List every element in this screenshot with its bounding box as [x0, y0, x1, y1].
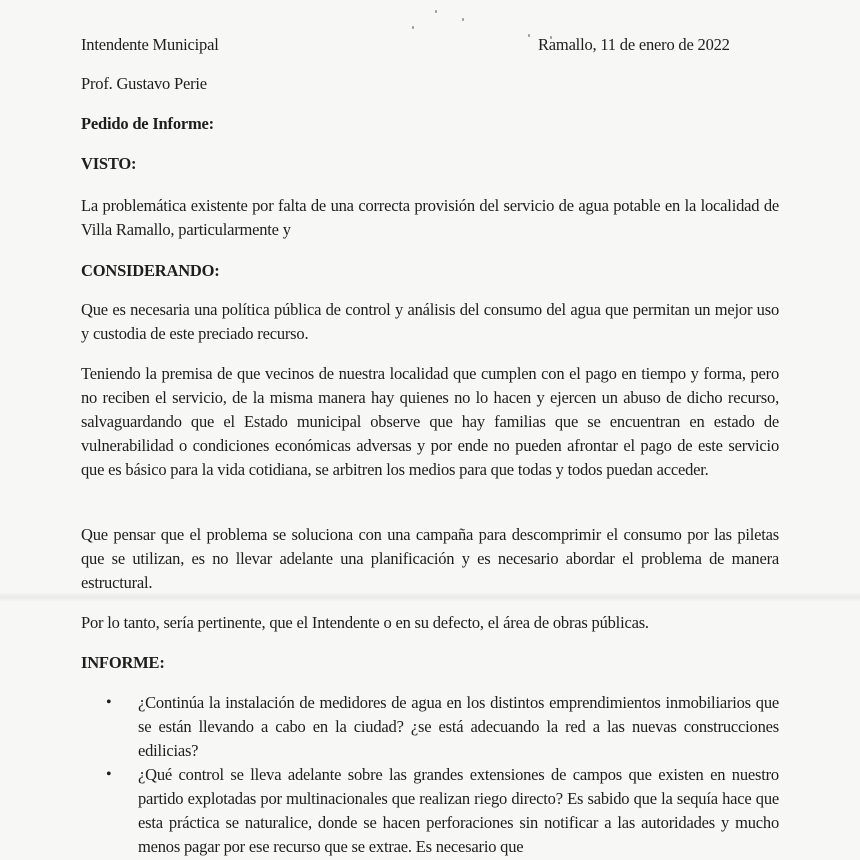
speck — [528, 34, 530, 37]
considerando-paragraph-4: Por lo tanto, sería pertinente, que el Intendente o en su defecto, el área de obras públicas. — [81, 613, 649, 632]
speck — [462, 18, 464, 21]
list-item — [106, 691, 779, 763]
considerando-paragraph-3: Que pensar que el problema se soluciona con una campaña para descomprimir el consumo por las piletas que se utilizan, es no llevar adelante una planificación y es necesario abordar el problema de manera estructural. — [81, 525, 779, 592]
paper-fold-shadow — [0, 592, 860, 602]
considerando-heading: CONSIDERANDO: — [81, 261, 220, 280]
informe-heading: INFORME: — [81, 653, 165, 672]
recipient-title: Intendente Municipal — [81, 35, 219, 54]
place-date: Ramallo, 11 de enero de 2022 — [538, 35, 730, 54]
visto-paragraph: La problemática existente por falta de una correcta provisión del servicio de agua potable en la localidad de Villa Ramallo, particularmente y — [81, 196, 779, 239]
subject-heading: Pedido de Informe: — [81, 114, 214, 133]
recipient-name: Prof. Gustavo Perie — [81, 74, 207, 93]
visto-heading: VISTO: — [81, 154, 137, 173]
considerando-paragraph-1: Que es necesaria una política pública de control y análisis del consumo del agua que permitan un mejor uso y custodia de este preciado recurso. — [81, 300, 779, 343]
bullet-icon: • — [106, 766, 112, 783]
list-item — [106, 763, 779, 859]
informe-list — [106, 691, 779, 859]
speck — [412, 26, 414, 29]
list-item-text: ¿Continúa la instalación de medidores de agua en los distintos emprendimientos inmobiliarios que se están llevando a cabo en la ciudad? ¿se está adecuando la red a las nuevas construcciones edilicias? — [138, 693, 779, 760]
speck — [435, 10, 437, 13]
list-item-text: ¿Qué control se lleva adelante sobre las grandes extensiones de campos que existen en nuestro partido explotadas por multinacionales que realizan riego directo? Es sabido que la sequía hace que esta práctica se naturalice, donde se hacen perforaciones sin notificar a las autoridades y mucho menos pagar por ese recurso que se extrae. Es necesario que — [138, 765, 779, 856]
bullet-icon: • — [106, 694, 112, 711]
considerando-paragraph-2: Teniendo la premisa de que vecinos de nuestra localidad que cumplen con el pago en tiempo y forma, pero no reciben el servicio, de la misma manera hay quienes no lo hacen y ejercen un abuso de dicho recurso, salvaguardando que el Estado municipal observe que hay familias que se encuentran en estado de vulnerabilidad o condiciones económicas adversas y por ende no pueden afrontar el pago de este servicio que es básico para la vida cotidiana, se arbitren los medios para que todas y todos puedan acceder. — [81, 364, 779, 479]
